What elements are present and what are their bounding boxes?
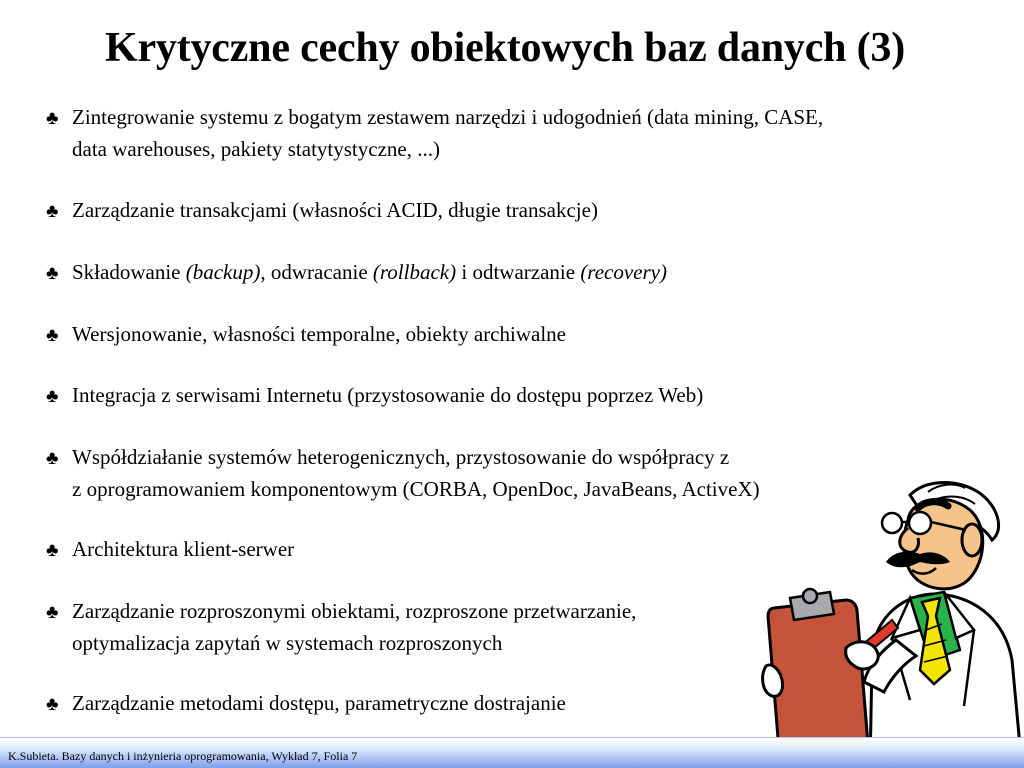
bullet-item xyxy=(46,102,823,165)
glasses-lens-right xyxy=(909,512,931,534)
bullet-text: Architektura klient-serwer xyxy=(72,537,295,561)
club-bullet-icon: ♣ xyxy=(46,540,59,561)
bullet-text: Zarządzanie transakcjami (własności ACID, długie transakcje) xyxy=(72,198,598,222)
bullet-text-continued: z oprogramowaniem komponentowym (CORBA, OpenDoc, JavaBeans, ActiveX) xyxy=(72,477,760,501)
club-bullet-icon: ♣ xyxy=(46,694,59,715)
bullet-term-italic: (backup) xyxy=(185,260,261,284)
club-bullet-icon: ♣ xyxy=(46,201,59,222)
bullet-text-continued: optymalizacja zapytań w systemach rozproszonych xyxy=(72,631,503,655)
glasses-lens-left xyxy=(882,513,902,533)
bullet-item xyxy=(46,688,566,720)
bullet-item xyxy=(46,442,760,505)
club-bullet-icon: ♣ xyxy=(46,263,59,284)
bullet-text: Wersjonowanie, własności temporalne, obiekty archiwalne xyxy=(72,322,566,346)
bullet-text-continued: data warehouses, pakiety statytystyczne, ...) xyxy=(72,137,440,161)
bullet-text: Współdziałanie systemów heterogenicznych, przystosowanie do współpracy z xyxy=(72,445,730,469)
professor-clipboard-illustration xyxy=(760,470,1024,768)
footer-bar xyxy=(0,737,1024,768)
bullet-text: , odwracanie xyxy=(260,260,373,284)
bullet-term-italic: (recovery) xyxy=(580,260,667,284)
bullet-item xyxy=(46,380,703,412)
bullet-item xyxy=(46,257,667,289)
bullet-term-italic: (rollback) xyxy=(372,260,457,284)
bullet-text: i odtwarzanie xyxy=(456,260,581,284)
club-bullet-icon: ♣ xyxy=(46,325,59,346)
club-bullet-icon: ♣ xyxy=(46,108,59,129)
club-bullet-icon: ♣ xyxy=(46,386,59,407)
club-bullet-icon: ♣ xyxy=(46,448,59,469)
bullet-item xyxy=(46,596,636,659)
slide-title: Krytyczne cechy obiektowych baz danych (3) xyxy=(105,25,905,71)
bullet-text: Zarządzanie metodami dostępu, parametryczne dostrajanie xyxy=(72,691,566,715)
bullet-item xyxy=(46,195,598,227)
bullet-text: Integracja z serwisami Internetu (przystosowanie do dostępu poprzez Web) xyxy=(72,383,704,407)
bullet-text: Zarządzanie rozproszonymi obiektami, rozproszone przetwarzanie, xyxy=(72,599,637,623)
club-bullet-icon: ♣ xyxy=(46,602,59,623)
bullet-item xyxy=(46,319,566,351)
bullet-item xyxy=(46,534,294,566)
bullet-text: Składowanie xyxy=(72,260,186,284)
footer-citation: K.Subieta. Bazy danych i inżynieria oprogramowania, Wykład 7, Folia 7 xyxy=(8,749,358,763)
bullet-text: Zintegrowanie systemu z bogatym zestawem narzędzi i udogodnień (data mining, CASE, xyxy=(72,105,824,129)
clipboard-clip-hole xyxy=(803,589,817,603)
